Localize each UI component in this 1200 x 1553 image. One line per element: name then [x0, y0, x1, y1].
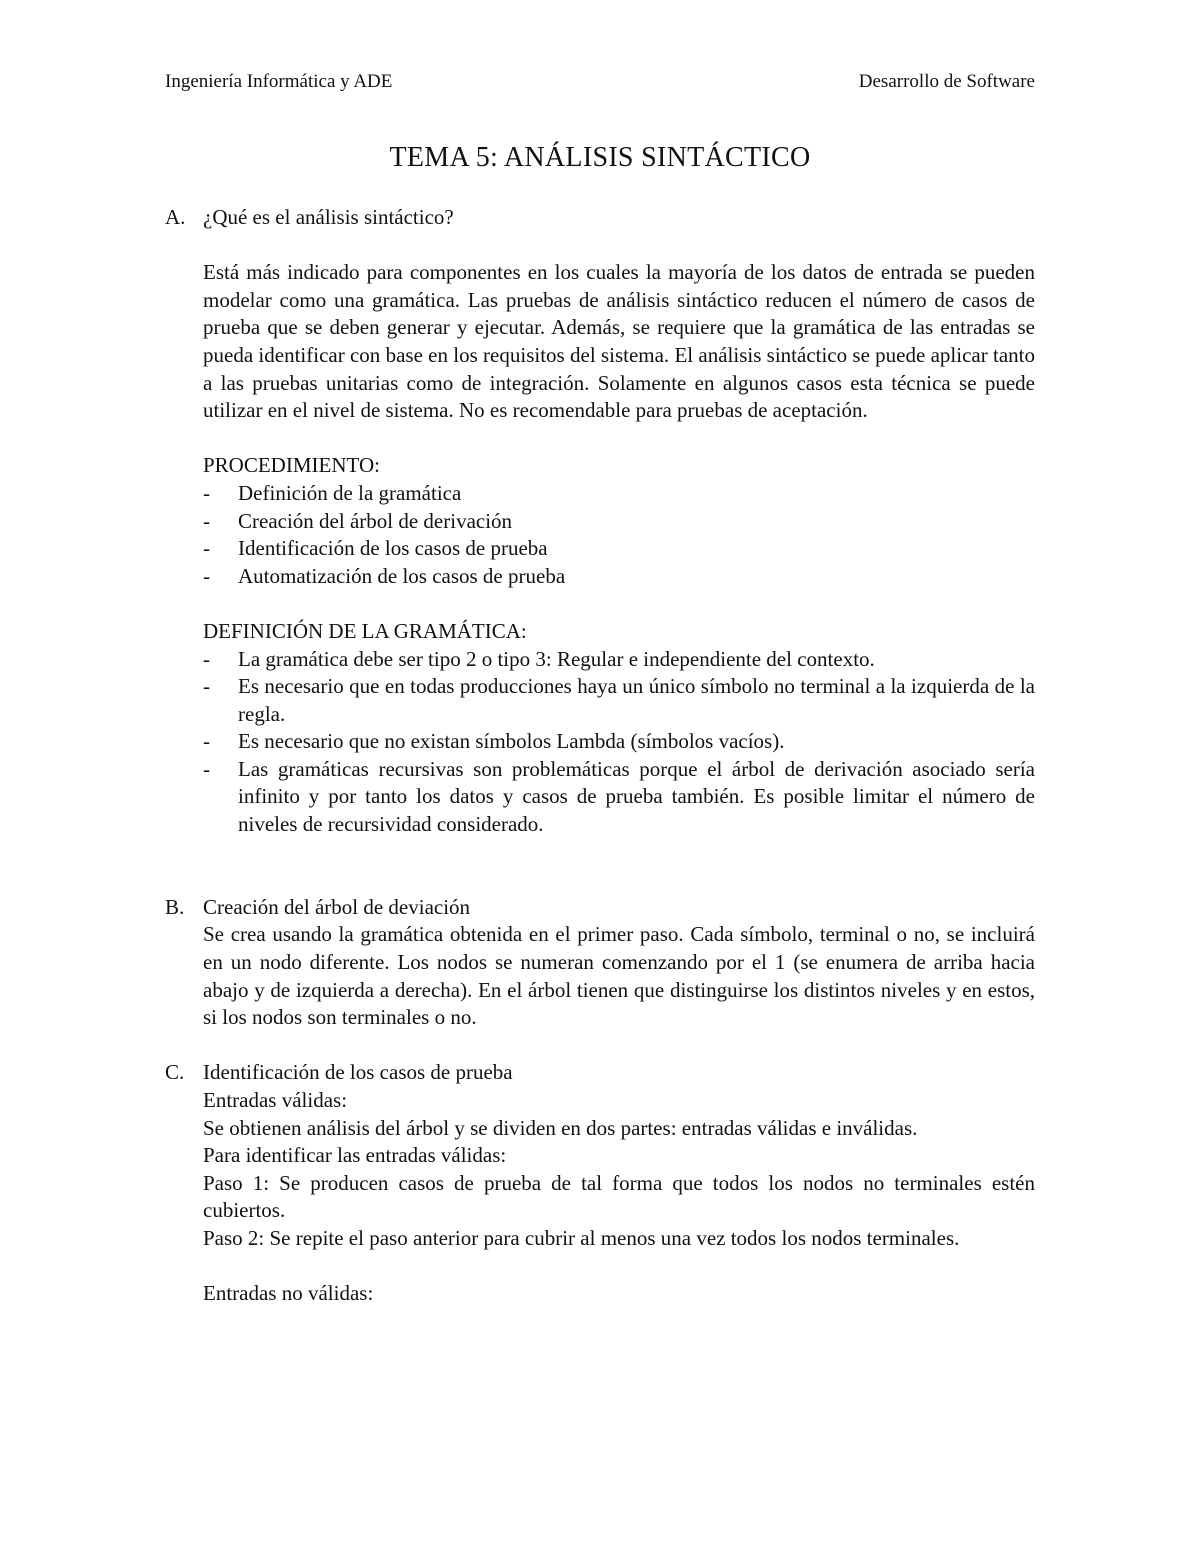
dash-bullet: - — [203, 756, 210, 781]
list-item — [203, 563, 1035, 591]
list-item — [203, 673, 1035, 728]
dash-bullet: - — [203, 646, 210, 671]
list-item-text: Creación del árbol de derivación — [238, 508, 513, 533]
invalid-inputs-heading: Entradas no válidas: — [203, 1281, 374, 1306]
list-item — [203, 480, 1035, 508]
procedure-heading: PROCEDIMIENTO: — [203, 453, 380, 478]
list-item-text: Automatización de los casos de prueba — [238, 563, 566, 588]
dash-bullet: - — [203, 480, 210, 505]
section-c-letter: C. — [165, 1060, 185, 1085]
list-item-text: Identificación de los casos de prueba — [238, 536, 548, 561]
section-a-paragraph: Está más indicado para componentes en los cuales la mayoría de los datos de entrada se pueden modelar como una gramática. Las pruebas de análisis sintáctico reducen el número de casos de prueba que se deben generar y ejecutar. Además, se requiere que la gramática de las entradas se pueda identificar con base en los requisitos del sistema. El análisis sintáctico se puede aplicar tanto a las pruebas unitarias como de integración. Solamente en algunos casos esta técnica se puede utilizar en el nivel de sistema. No es recomendable para pruebas de aceptación. — [203, 260, 1035, 423]
header-subject: Desarrollo de Software — [858, 71, 1035, 92]
dash-bullet: - — [203, 674, 210, 699]
step-1: Paso 1: Se producen casos de prueba de tal forma que todos los nodos no terminales estén cubiertos. — [203, 1170, 1035, 1223]
section-b-heading: Creación del árbol de deviación — [203, 894, 471, 919]
dash-bullet: - — [203, 563, 210, 588]
section-b — [165, 894, 1035, 1032]
header-course: Ingeniería Informática y ADE — [165, 71, 393, 92]
section-b-paragraph: Se crea usando la gramática obtenida en el primer paso. Cada símbolo, terminal o no, se incluirá en un nodo diferente. Los nodos se numeran comenzando por el 1 (se enumera de arriba hacia abajo y de izquierda a derecha). En el árbol tienen que distinguirse los distintos niveles y en estos, si los nodos son terminales o no. — [203, 922, 1035, 1030]
grammar-heading: DEFINICIÓN DE LA GRAMÁTICA: — [203, 618, 527, 643]
grammar-list — [203, 646, 1035, 839]
dash-bullet: - — [203, 729, 210, 754]
section-c — [165, 1059, 1035, 1307]
section-a — [165, 204, 1035, 839]
valid-inputs-heading: Entradas válidas: — [203, 1088, 348, 1112]
list-item-text: Las gramáticas recursivas son problemáticas porque el árbol de derivación asociado sería infinito y por tanto los datos y casos de prueba también. Es posible limitar el número de niveles de recursividad considerado. — [238, 756, 1035, 837]
page-header — [165, 70, 1035, 94]
list-item — [203, 535, 1035, 563]
list-item — [203, 646, 1035, 674]
document-body — [165, 204, 1035, 1308]
list-item — [203, 508, 1035, 536]
list-item-text: Es necesario que no existan símbolos Lambda (símbolos vacíos). — [238, 729, 785, 754]
section-c-heading: Identificación de los casos de prueba — [203, 1060, 513, 1085]
list-item — [203, 756, 1035, 839]
valid-inputs-paragraph: Se obtienen análisis del árbol y se dividen en dos partes: entradas válidas e inválidas. — [203, 1115, 918, 1140]
procedure-list — [203, 480, 1035, 590]
dash-bullet: - — [203, 536, 210, 561]
page-title: TEMA 5: ANÁLISIS SINTÁCTICO — [389, 142, 811, 173]
section-a-heading: ¿Qué es el análisis sintáctico? — [203, 205, 454, 229]
list-item — [203, 728, 1035, 756]
list-item-text: Definición de la gramática — [238, 480, 462, 505]
list-item-text: Es necesario que en todas producciones haya un único símbolo no terminal a la izquierda de la regla. — [238, 674, 1035, 726]
identify-valid-line: Para identificar las entradas válidas: — [203, 1143, 507, 1168]
list-item-text: La gramática debe ser tipo 2 o tipo 3: Regular e independiente del contexto. — [238, 646, 875, 671]
dash-bullet: - — [203, 508, 210, 533]
section-a-letter: A. — [165, 205, 186, 229]
step-2: Paso 2: Se repite el paso anterior para cubrir al menos una vez todos los nodos terminales. — [203, 1225, 960, 1250]
section-b-letter: B. — [165, 894, 185, 919]
